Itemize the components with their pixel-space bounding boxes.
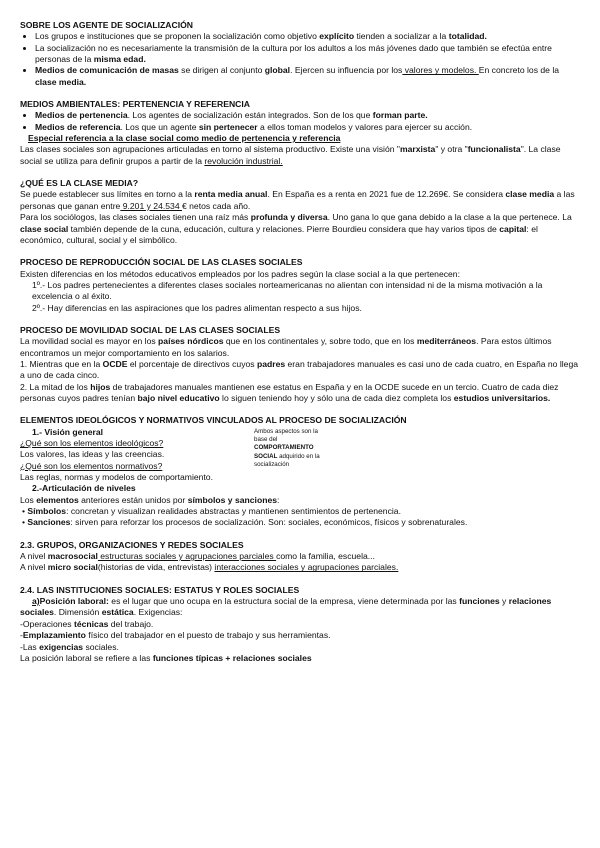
section-instituciones-sociales [20,585,578,664]
paragraph: La movilidad social es mayor en los países nórdicos que en los continentales y, sobre todo, que en los mediterráneos. Para estos últimos encontramos un mejor comportamiento en los salarios. [20,336,552,358]
answer: Las reglas, normas y modelos de comportamiento. [20,472,213,483]
paragraph: Las clases sociales son agrupaciones articuladas en torno al sistema productivo. Existe una visión "marxista" y otra "funcionalista". La clase social se utiliza para definir grupos a partir de la revolución industrial. [20,144,561,166]
list-item: -Emplazamiento físico del trabajador en el puesto de trabajo y sus herramientas. [20,630,331,641]
paragraph: 1º.- Los padres pertenecientes a diferentes clases sociales norteamericanas no alientan con intensidad ni de la misma motivación a la excelencia o al éxito. [32,279,543,302]
section-title: PROCESO DE MOVILIDAD SOCIAL DE LAS CLASES SOCIALES [20,324,281,335]
paragraph: Se puede establecer sus límites en torno a la renta media anual. En España es a renta en 2021 fue de 12.269€. Se considera clase media a las personas que ganan entre 9.201 y 24.534 € netos cada año. [20,189,575,211]
list-item: • Medios de pertenencia. Los agentes de socialización están integrados. Son de los que forman parte. [35,110,578,121]
section-movilidad-social [20,325,578,404]
list-item: • La socialización no es necesariamente la transmisión de la cultura por los adultos a los más jóvenes dado que también se efectúa entre personas de la misma edad. [35,43,578,66]
section-title: 2.3. GRUPOS, ORGANIZACIONES Y REDES SOCIALES [20,539,244,550]
section-medios-ambientales [20,99,578,167]
section-title: 2.4. LAS INSTITUCIONES SOCIALES: ESTATUS Y ROLES SOCIALES [20,584,300,595]
section-title: ¿QUÉ ES LA CLASE MEDIA? [20,178,139,189]
section-elementos-ideologicos [20,415,578,528]
section-title: PROCESO DE REPRODUCCIÓN SOCIAL DE LAS CLASES SOCIALES [20,257,303,268]
section-title: SOBRE LOS AGENTE DE SOCIALIZACIÓN [20,20,193,30]
paragraph: Los elementos anteriores están unidos por símbolos y sanciones: [20,494,280,505]
paragraph: Existen diferencias en los métodos educativos empleados por los padres según la clase social a la que pertenecen: [20,268,460,279]
question: ¿Qué son los elementos ideológicos? [20,438,164,448]
side-note: Ambos aspectos son la base del COMPORTAMIENTO SOCIAL adquirido en la socialización [254,427,320,469]
list-item: -Operaciones técnicas del trabajo. [20,618,154,629]
paragraph: 1. Mientras que en la OCDE el porcentaje de directivos cuyos padres eran trabajadores manuales es casi uno de cada cuatro, en España no llega a uno de cada cinco. [20,358,578,381]
list-item: • Medios de referencia. Los que un agente sin pertenecer a ellos toman modelos y valores para ejercer su acción. [35,122,578,133]
paragraph: A nivel micro social(historias de vida, entrevistas) interacciones sociales y agrupaciones parciales. [20,562,399,573]
section-title: ELEMENTOS IDEOLÓGICOS Y NORMATIVOS VINCULADOS AL PROCESO DE SOCIALIZACIÓN [20,415,407,426]
list-item: • Los grupos e instituciones que se proponen la socialización como objetivo explícito tienden a socializar a la totalidad. [35,31,578,42]
paragraph: 2. La mitad de los hijos de trabajadores manuales mantienen ese estatus en España y en la OCDE sucede en un tercio. Cuatro de cada diez personas cuyos padres tenían bajo nivel educativo lo siguen teniendo hoy y sólo una de cada diez completa los estudios universitarios. [20,381,559,403]
subheading: 2.-Articulación de niveles [32,483,136,494]
vision-general-block [20,427,578,484]
list-item: • Sanciones: sirven para reforzar los procesos de socialización. Son: sociales, económicos, físicos y sobrenaturales. [22,517,468,528]
emphasis-line: Especial referencia a la clase social como medio de pertenencia y referencia [28,133,341,144]
section-reproduccion-social [20,257,578,314]
section-title: MEDIOS AMBIENTALES: PERTENENCIA Y REFERENCIA [20,99,250,110]
subheading: 1.- Visión general [32,426,104,437]
paragraph: 2º.- Hay diferencias en las aspiraciones que los padres alimentan respecto a sus hijos. [32,302,362,313]
paragraph: La posición laboral se refiere a las funciones típicas + relaciones sociales [20,652,312,663]
section-grupos-organizaciones [20,540,578,574]
list-item: -Las exigencias sociales. [20,641,119,652]
paragraph: Para los sociólogos, las clases sociales tienen una raíz más profunda y diversa. Uno gana lo que gana debido a la clase a la que pertenece. La clase social también depende de la cuna, educación, cultura y relaciones. Pierre Bourdieu considera que hay varios tipos de capital: el económico, cultural, social y el simbólico. [20,212,572,245]
section-agentes [20,20,578,88]
paragraph: a)Posición laboral: es el lugar que uno ocupa en la estructura social de la empresa, viene determinada por las funciones y relaciones sociales. Dimensión estática. Exigencias: [20,596,552,618]
section-clase-media [20,178,578,246]
paragraph: A nivel macrosocial estructuras sociales y agrupaciones parciales como la familia, escuela... [20,551,375,562]
list-item: • Medios de comunicación de masas se dirigen al conjunto global. Ejercen su influencia por los valores y modelos. En concreto los de la clase media. [35,65,578,88]
list-item: • Símbolos: concretan y visualizan realidades abstractas y mantienen sentimientos de pertenencia. [22,506,401,517]
answer: Los valores, las ideas y las creencias. [20,449,165,460]
question: ¿Qué son los elementos normativos? [20,460,163,471]
